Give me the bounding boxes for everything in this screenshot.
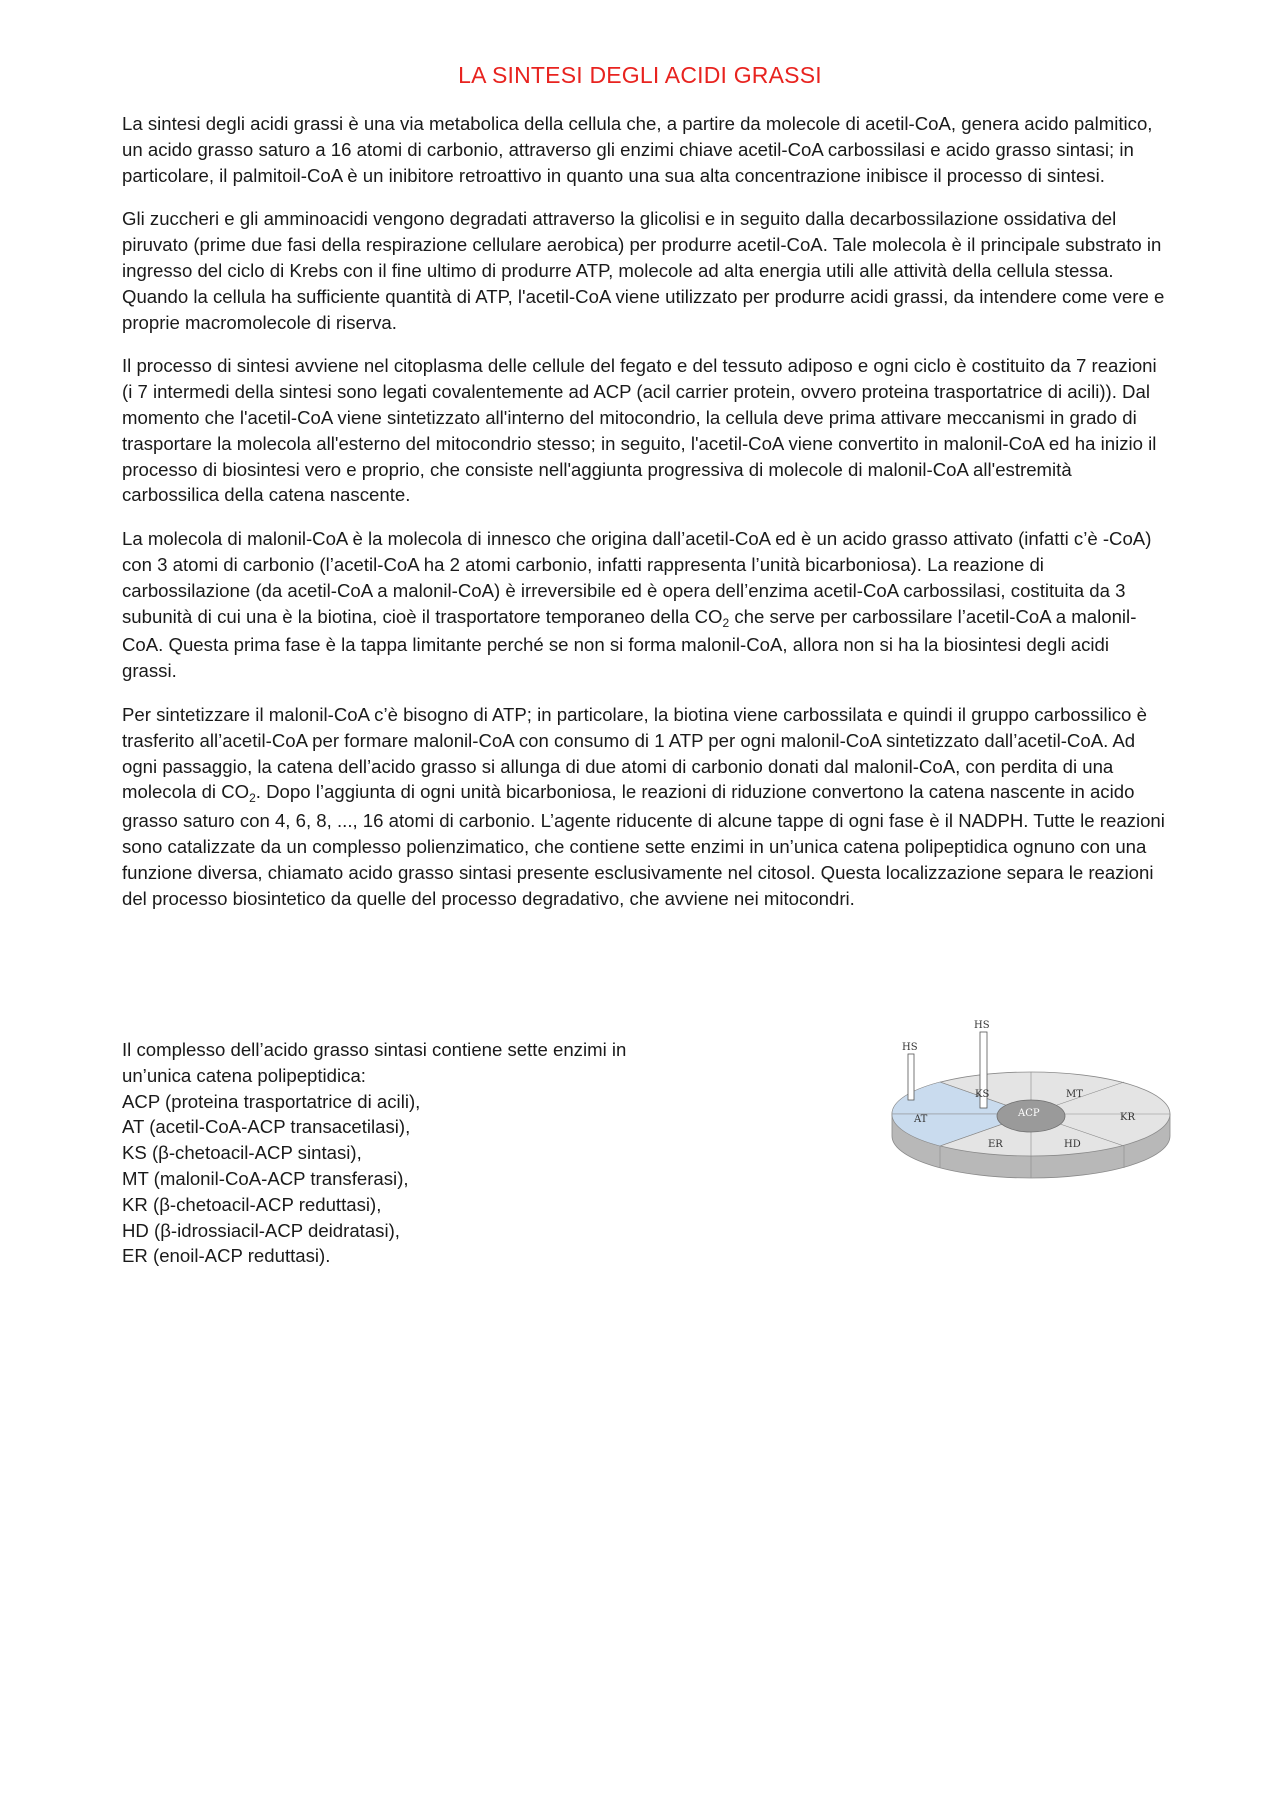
subscript: 2	[249, 791, 256, 806]
enzyme-list-item: MT (malonil-CoA-ACP transferasi),	[122, 1167, 409, 1189]
fatty-acid-synthase-diagram	[878, 1018, 1188, 1188]
enzyme-list-item: KR (β-chetoacil-ACP reduttasi),	[122, 1193, 382, 1215]
paragraph	[122, 526, 1167, 684]
paragraph-text: Per sintetizzare il malonil-CoA c’è bisogno di ATP; in particolare, la biotina viene carbossilata e quindi il gruppo carbossilico è trasferito all’acetil-CoA per formare malonil-CoA con consumo di 1 ATP per ogni malonil-CoA sintetizzato dall’acetil-CoA. Ad ogni passaggio, la catena dell’acido grasso si allunga di due atomi di carbonio donati dal malonil-CoA, con perdita di una molecola di CO	[122, 703, 1147, 803]
paragraph: Il processo di sintesi avviene nel citoplasma delle cellule del fegato e del tessuto adiposo e ogni ciclo è costituito da 7 reazioni (i 7 intermedi della sintesi sono legati covalentemente ad ACP (acil carrier protein, ovvero proteina trasportatrice di acili)). Dal momento che l'acetil-CoA viene sintetizzato all'interno del mitocondrio, la cellula deve prima attivare meccanismi in grado di trasportare la molecola all'esterno del mitocondrio stesso; in seguito, l'acetil-CoA viene convertito in malonil-CoA ed ha inizio il processo di biosintesi vero e proprio, che consiste nell'aggiunta progressiva di molecole di malonil-CoA all'estremità carbossilica della catena nascente.	[122, 355, 1157, 506]
subscript: 2	[722, 615, 730, 630]
paragraph: La sintesi degli acidi grassi è una via metabolica della cellula che, a partire da molecole di acetil-CoA, genera acido palmitico, un acido grasso saturo a 16 atomi di carbonio, attraverso gli enzimi chiave acetil-CoA carbossilasi e acido grasso sintasi; in particolare, il palmitoil-CoA è un inibitore retroattivo in quanto una sua alta concentrazione inibisce il processo di sintesi.	[122, 113, 1153, 186]
page-title: LA SINTESI DEGLI ACIDI GRASSI	[458, 62, 822, 88]
enzyme-list-item: ACP (proteina trasportatrice di acili),	[122, 1090, 421, 1112]
enzyme-list-intro: Il complesso dell’acido grasso sintasi contiene sette enzimi in un’unica catena polipeptidica:	[122, 1039, 627, 1086]
paragraph: Gli zuccheri e gli amminoacidi vengono degradati attraverso la glicolisi e in seguito dalla decarbossilazione ossidativa del piruvato (prime due fasi della respirazione cellulare aerobica) per produrre acetil-CoA. Tale molecola è il principale substrato in ingresso del ciclo di Krebs con il fine ultimo di produrre ATP, molecole ad alta energia utili alle attività della cellula stessa. Quando la cellula ha sufficiente quantità di ATP, l'acetil-CoA viene utilizzato per produrre acidi grassi, da intendere come vere e proprie macromolecole di riserva.	[122, 208, 1165, 333]
enzyme-list	[122, 1089, 822, 1270]
enzyme-list-item: HD (β-idrossiacil-ACP deidratasi),	[122, 1219, 400, 1241]
enzyme-list-item: KS (β-chetoacil-ACP sintasi),	[122, 1142, 362, 1164]
enzyme-list-item: AT (acetil-CoA-ACP transacetilasi),	[122, 1116, 411, 1138]
hs-label-top: HS	[974, 1020, 990, 1031]
segment-label-ks: KS	[975, 1089, 990, 1100]
paragraph	[122, 702, 1167, 911]
enzyme-list-section	[122, 1037, 822, 1269]
paragraph-text: che serve per carbossilare l’acetil-CoA a malonil-CoA. Questa prima fase è la tappa limitante perché se non si forma malonil-CoA, allora non si ha la biosintesi degli acidi grassi.	[122, 605, 1137, 682]
center-label-acp: ACP	[1018, 1108, 1040, 1119]
fas-complex-illustration	[878, 1018, 1188, 1188]
paragraph-text: La molecola di malonil-CoA è la molecola di innesco che origina dall’acetil-CoA ed è un acido grasso attivato (infatti c’è -CoA) con 3 atomi di carbonio (l’acetil-CoA ha 2 atomi carbonio, infatti rappresenta l’unità bicarboniosa). La reazione di carbossilazione (da acetil-CoA a malonil-CoA) è irreversibile ed è opera dell’enzima acetil-CoA carbossilasi, costituita da 3 subunità di cui una è la biotina, cioè il trasportatore temporaneo della CO	[122, 528, 1152, 627]
segment-label-er: ER	[988, 1139, 1003, 1150]
paragraph-text: . Dopo l’aggiunta di ogni unità bicarboniosa, le reazioni di riduzione convertono la catena nascente in acido grasso saturo con 4, 6, 8, ..., 16 atomi di carbonio. L’agente riducente di alcune tappe di ogni fase è il NADPH. Tutte le reazioni sono catalizzate da un complesso polienzimatico, che contiene sette enzimi in un’unica catena polipeptidica ognuno con una funzione diversa, chiamato acido grasso sintasi presente esclusivamente nel citosol. Questa localizzazione separa le reazioni del processo biosintetico da quelle del processo degradativo, che avviene nei mitocondri.	[122, 781, 1165, 909]
segment-label-hd: HD	[1064, 1139, 1081, 1150]
enzyme-list-item: ER (enoil-ACP reduttasi).	[122, 1245, 331, 1267]
hs-arm-left	[908, 1054, 914, 1100]
hs-label-left: HS	[902, 1042, 918, 1053]
segment-label-mt: MT	[1066, 1089, 1083, 1100]
segment-label-kr: KR	[1120, 1112, 1135, 1123]
document-body	[122, 111, 1167, 911]
segment-label-at: AT	[914, 1114, 928, 1125]
